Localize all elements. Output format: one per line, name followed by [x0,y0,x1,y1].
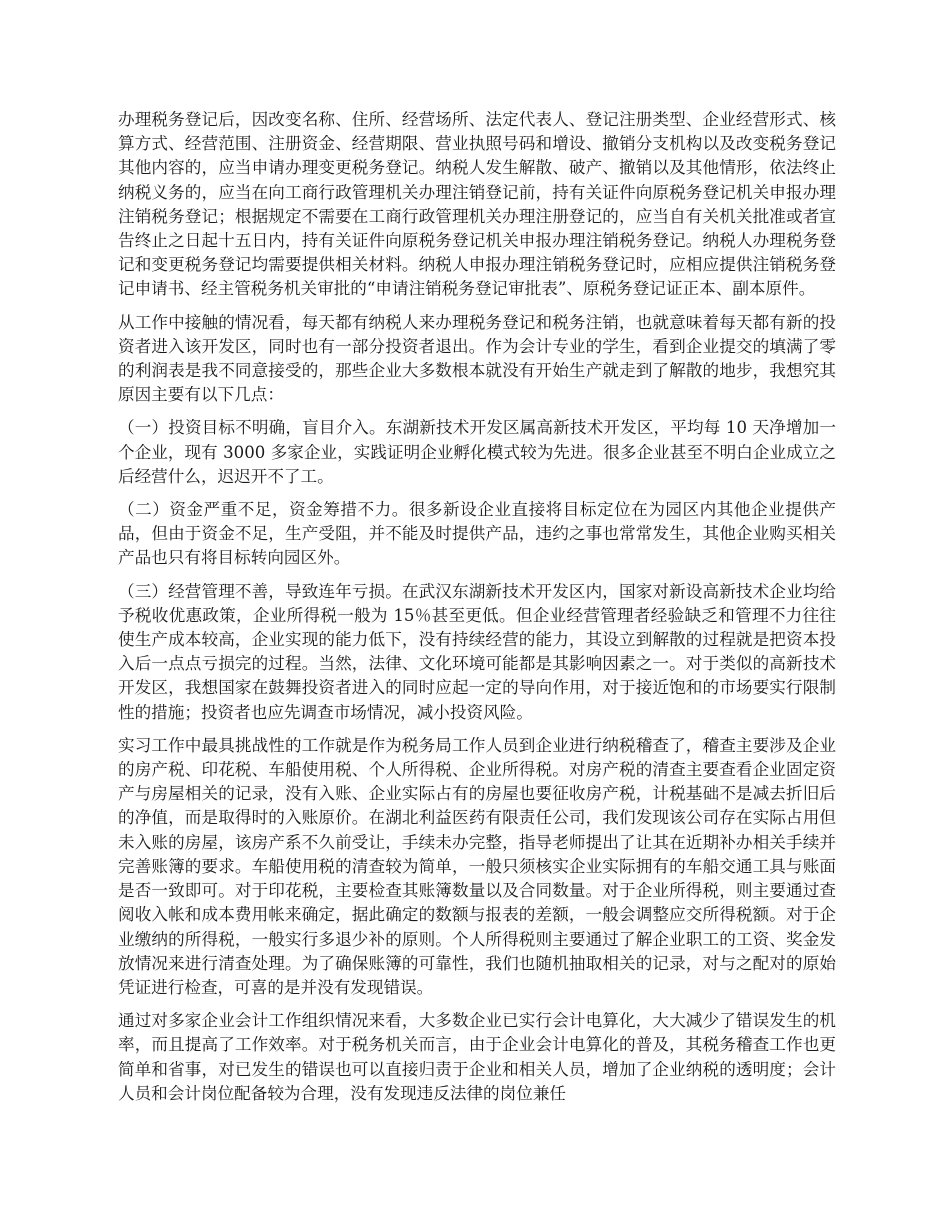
paragraph-work-observations: 从工作中接触的情况看，每天都有纳税人来办理税务登记和税务注销，也就意味着每天都有新的投资者进入该开发区，同时也有一部分投资者退出。作为会计专业的学生，看到企业提交的填满了零的利润表是我不同意接受的，那些企业大多数根本就没有开始生产就走到了解散的地步，我想究其原因主要有以下几点： [118,312,836,405]
paragraph-accounting-computerization: 通过对多家企业会计工作组织情况来看，大多数企业已实行会计电算化，大大减少了错误发生的机率，而且提高了工作效率。对于税务机关而言，由于企业会计电算化的普及，其税务稽查工作也更简单和省事，对已发生的错误也可以直接归责于企业和相关人员，增加了企业纳税的透明度；会计人员和会计岗位配备较为合理，没有发现违反法律的岗位兼任 [118,1011,836,1103]
paragraph-tax-inspection: 实习工作中最具挑战性的工作就是作为税务局工作人员到企业进行纳税稽查了，稽查主要涉及企业的房产税、印花税、车船使用税、个人所得税、企业所得税。对房产税的清查主要查看企业固定资产与房屋相关的记录，没有入账、企业实际占有的房屋也要征收房产税，计税基础不是减去折旧后的净值，而是取得时的入账原价。在湖北利益医药有限责任公司，我们发现该公司存在实际占用但未入账的房屋，该房产系不久前受让，手续未办完整，指导老师提出了让其在近期补办相关手续并完善账簿的要求。车船使用税的清查较为简单，一般只须核实企业实际拥有的车船交通工具与账面是否一致即可。对于印花税，主要检查其账簿数量以及合同数量。对于企业所得税，则主要通过查阅收入帐和成本费用帐来确定，据此确定的数额与报表的差额，一般会调整应交所得税额。对于企业缴纳的所得税，一般实行多退少补的原则。个人所得税则主要通过了解企业职工的工资、奖金发放情况来进行清查处理。为了确保账簿的可靠性，我们也随机抽取相关的记录，对与之配对的原始凭证进行检查，可喜的是并没有发现错误。 [118,735,836,997]
paragraph-reason-1-unclear-goals: （一）投资目标不明确，盲目介入。东湖新技术开发区属高新技术开发区，平均每 10 天净增加一个企业，现有 3000 多家企业，实践证明企业孵化模式较为先进。很多企业甚至不明白企业成立之后经营什么，迟迟开不了工。 [118,418,836,486]
paragraph-reason-3-poor-management: （三）经营管理不善，导致连年亏损。在武汉东湖新技术开发区内，国家对新设高新技术企业均给予税收优惠政策，企业所得税一般为 15％甚至更低。但企业经营管理者经验缺乏和管理不力往往使生产成本较高，企业实现的能力低下，没有持续经营的能力，其设立到解散的过程就是把资本投入后一点点亏损完的过程。当然，法律、文化环境可能都是其影响因素之一。对于类似的高新技术开发区，我想国家在鼓舞投资者进入的同时应起一定的导向作用，对于接近饱和的市场要实行限制性的措施；投资者也应先调查市场情况，减小投资风险。 [118,581,836,722]
paragraph-tax-registration-changes: 办理税务登记后，因改变名称、住所、经营场所、法定代表人、登记注册类型、企业经营形式、核算方式、经营范围、注册资金、经营期限、营业执照号码和增设、撤销分支机构以及改变税务登记其他内容的，应当申请办理变更税务登记。纳税人发生解散、破产、撤销以及其他情形，依法终止纳税义务的，应当在向工商行政管理机关办理注销登记前，持有关证件向原税务登记机关申报办理注销税务登记；根据规定不需要在工商行政管理机关办理注册登记的，应当自有关机关批准或者宣告终止之日起十五日内，持有关证件向原税务登记机关申报办理注销税务登记。纳税人办理税务登记和变更税务登记均需要提供相关材料。纳税人申报办理注销税务登记时，应相应提供注销税务登记申请书、经主管税务机关审批的“申请注销税务登记审批表”、原税务登记证正本、副本原件。 [118,110,836,299]
document-body [118,108,836,1106]
paragraph-reason-2-insufficient-funds: （二）资金严重不足，资金筹措不力。很多新设企业直接将目标定位在为园区内其他企业提供产品，但由于资金不足，生产受阻，并不能及时提供产品，违约之事也常常发生，其他企业购买相关产品也只有将目标转向园区外。 [118,500,836,568]
